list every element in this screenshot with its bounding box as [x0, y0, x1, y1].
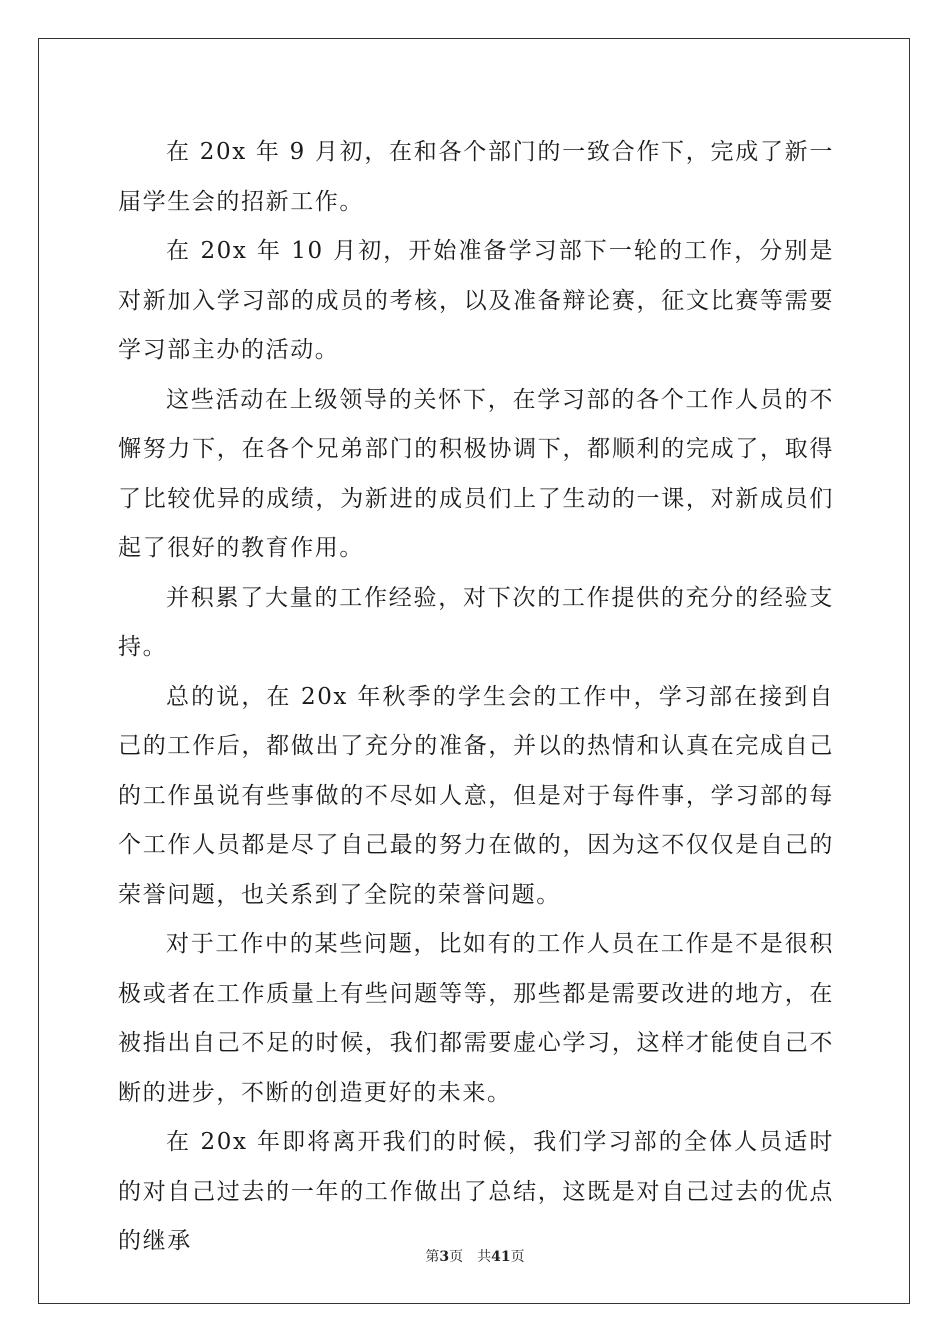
paragraph-1: 在 20x 年 9 月初，在和各个部门的一致合作下，完成了新一届学生会的招新工作。 [118, 139, 834, 215]
paragraph-3: 这些活动在上级领导的关怀下，在学习部的各个工作人员的不懈努力下，在各个兄弟部门的积极协调下，都顺利的完成了，取得了比较优异的成绩，为新进的成员们上了生动的一课，对新成员们起了很好的教育作用。 [118, 386, 834, 561]
page-footer [0, 1246, 950, 1266]
paragraph-7: 在 20x 年即将离开我们的时候，我们学习部的全体人员适时的对自己过去的一年的工作做出了总结，这既是对自己过去的优点的继承 [118, 1129, 834, 1254]
page-number: 3 [439, 1249, 450, 1265]
total-suffix: 页 [510, 1249, 525, 1265]
page-suffix: 页 [449, 1249, 464, 1265]
paragraph-6: 对于工作中的某些问题，比如有的工作人员在工作是不是很积极或者在工作质量上有些问题等等，那些都是需要改进的地方，在被指出自己不足的时候，我们都需要虚心学习，这样才能使自己不断的进步，不断的创造更好的未来。 [118, 931, 834, 1106]
document-body [118, 128, 834, 1267]
paragraph-4: 并积累了大量的工作经验，对下次的工作提供的充分的经验支持。 [118, 584, 834, 660]
paragraph-5: 总的说，在 20x 年秋季的学生会的工作中，学习部在接到自己的工作后，都做出了充分的准备，并以的热情和认真在完成自己的工作虽说有些事做的不尽如人意，但是对于每件事，学习部的每个工作人员都是尽了自己最的努力在做的，因为这不仅仅是自己的荣誉问题，也关系到了全院的荣誉问题。 [118, 683, 834, 908]
total-pages: 41 [491, 1249, 511, 1265]
paragraph-2: 在 20x 年 10 月初，开始准备学习部下一轮的工作，分别是对新加入学习部的成员的考核，以及准备辩论赛，征文比赛等需要学习部主办的活动。 [118, 238, 834, 363]
total-prefix: 共 [477, 1249, 492, 1265]
page-prefix: 第 [425, 1249, 440, 1265]
